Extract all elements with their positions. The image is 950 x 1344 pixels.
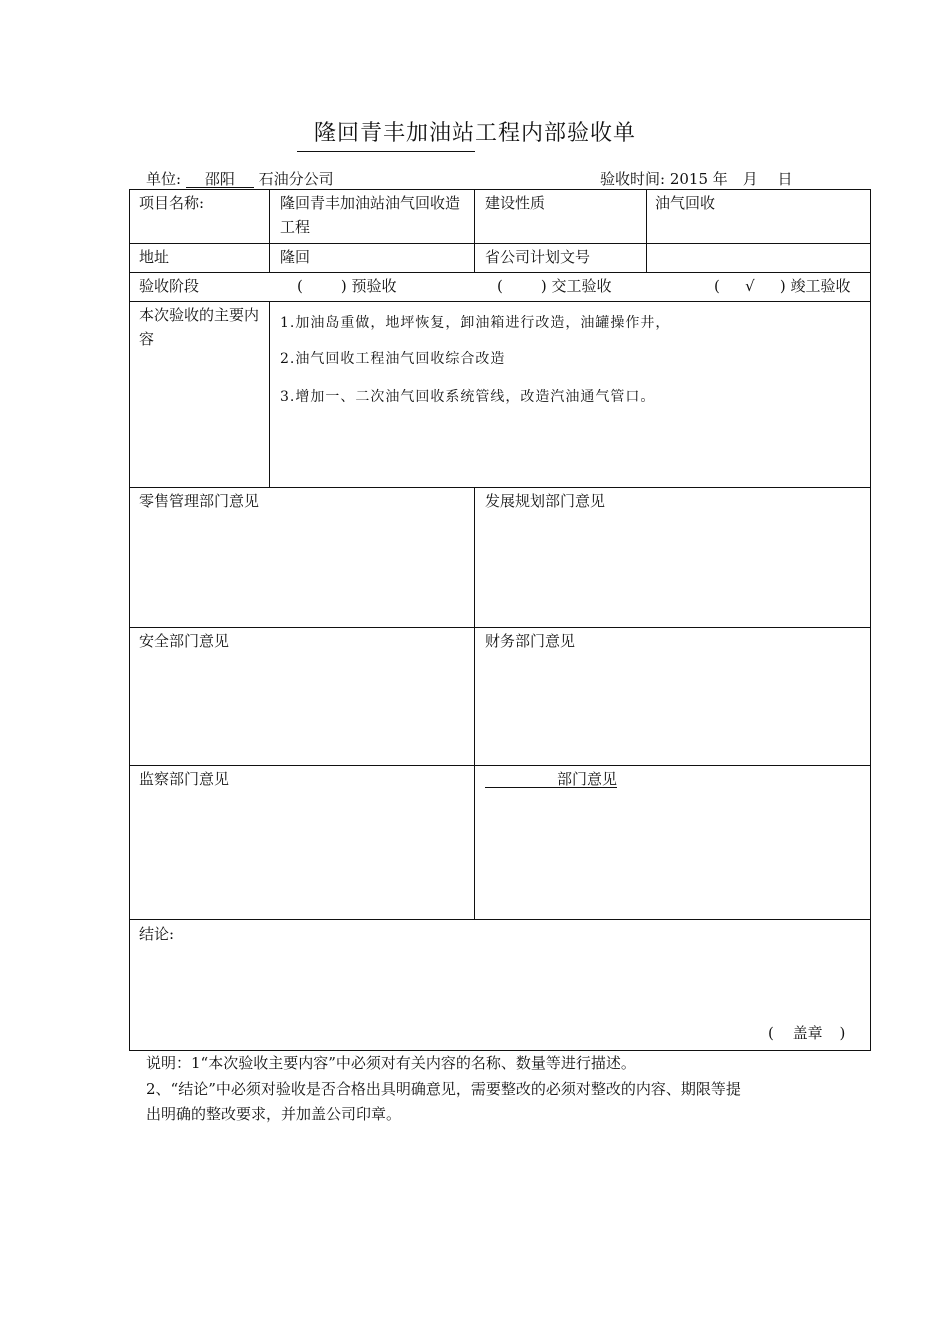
content-item: 2.油气回收工程油气回收综合改造: [280, 351, 506, 367]
note-line-3: 出明确的整改要求，并加盖公司印章。: [146, 1105, 402, 1123]
stamp-paren-open: (: [768, 1024, 774, 1042]
planning-opinion-label: 发展规划部门意见: [485, 492, 606, 510]
table-col-divider: [474, 487, 475, 919]
table-col-divider: [646, 189, 647, 272]
content-item: 1.加油岛重做，地坪恢复，卸油箱进行改造，油罐操作井，: [280, 315, 671, 331]
unit-field: [146, 168, 334, 189]
content-item: 3.增加一、二次油气回收系统管线，改造汽油通气管口。: [280, 389, 656, 405]
table-col-divider: [269, 301, 270, 487]
stage-paren-open: (: [497, 277, 503, 295]
unit-value: 邵阳: [186, 171, 254, 188]
unit-label: 单位:: [146, 170, 182, 188]
time-label: 验收时间:: [600, 170, 666, 188]
other-opinion-field: [485, 767, 617, 791]
table-row-divider: [129, 272, 871, 273]
table-row-divider: [129, 627, 871, 628]
time-value: 2015 年 月 日: [669, 170, 793, 188]
table-row-divider: [129, 301, 871, 302]
stage-option-pre: [297, 274, 397, 298]
table-row-divider: [129, 243, 871, 244]
finance-opinion-label: 财务部门意见: [485, 632, 576, 650]
stage-paren-open: (: [297, 277, 303, 295]
supervision-opinion-label: 监察部门意见: [139, 770, 230, 788]
stamp-label: 盖章: [792, 1024, 823, 1042]
safety-opinion-label: 安全部门意见: [139, 632, 230, 650]
stage-paren-close: ): [779, 277, 786, 295]
stage-paren-open: (: [714, 277, 720, 295]
stage-paren-close: ): [340, 277, 347, 295]
stage-option-completion: [714, 274, 851, 298]
table-col-divider: [474, 189, 475, 272]
title-underline: [297, 151, 475, 152]
construction-type-label: 建设性质: [485, 194, 546, 212]
address-value: 隆回: [280, 248, 311, 266]
table-col-divider: [269, 189, 270, 272]
project-name-value: 隆回青丰加油站油气回收造工程: [280, 194, 461, 236]
plan-doc-label: 省公司计划文号: [485, 248, 591, 266]
stamp-paren-close: ): [839, 1024, 846, 1042]
conclusion-label: 结论:: [139, 925, 175, 943]
other-opinion-label: 部门意见: [485, 771, 617, 788]
table-row-divider: [129, 919, 871, 920]
table-row-divider: [129, 487, 871, 488]
retail-opinion-label: 零售管理部门意见: [139, 492, 260, 510]
note-line-1: 说明：1“本次验收主要内容”中必须对有关内容的名称、数量等进行描述。: [146, 1054, 636, 1072]
construction-type-value: 油气回收: [655, 194, 716, 212]
address-label: 地址: [139, 248, 170, 266]
stage-option-label: 交工验收: [551, 277, 612, 295]
table-border-left: [129, 189, 130, 1051]
stage-option-label: 竣工验收: [790, 277, 851, 295]
content-label: 本次验收的主要内容: [139, 306, 260, 348]
table-border-right: [870, 189, 871, 1051]
stage-option-handover: [497, 274, 612, 298]
unit-suffix: 石油分公司: [258, 170, 334, 188]
stage-label: 验收阶段: [139, 277, 200, 295]
stage-paren-close: ): [540, 277, 547, 295]
project-name-label: 项目名称:: [139, 194, 205, 212]
stage-mark: √: [745, 277, 755, 295]
stamp-field: [768, 1021, 845, 1045]
table-border-bottom: [129, 1050, 871, 1051]
time-field: [600, 168, 793, 189]
note-line-2: 2、“结论”中必须对验收是否合格出具明确意见，需要整改的必须对整改的内容、期限等提: [146, 1080, 741, 1098]
table-row-divider: [129, 765, 871, 766]
document-title: 隆回青丰加油站工程内部验收单: [313, 121, 636, 146]
table-border-top: [129, 189, 871, 190]
stage-option-label: 预验收: [351, 277, 397, 295]
